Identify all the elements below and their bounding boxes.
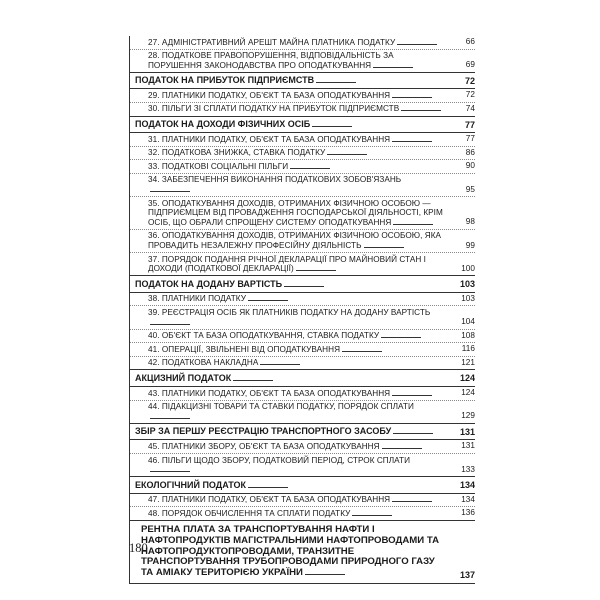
entry-title: АКЦИЗНИЙ ПОДАТОК [135, 373, 273, 383]
entry-page: 108 [461, 330, 475, 340]
entry-page: 133 [461, 464, 475, 474]
toc-section-entry [130, 116, 475, 134]
entry-page: 72 [465, 90, 475, 100]
entry-title: 42. ПОДАТКОВА НАКЛАДНА [148, 358, 300, 367]
toc-section-entry [130, 275, 475, 293]
entry-title: 39. РЕЄСТРАЦІЯ ОСІБ ЯК ПЛАТНИКІВ ПОДАТКУ НА ДОДАНУ ВАРТІСТЬ [148, 308, 430, 327]
entry-title: 43. ПЛАТНИКИ ПОДАТКУ, ОБ'ЄКТ ТА БАЗА ОПОДАТКУВАННЯ [148, 389, 432, 398]
entry-title: ЗБІР ЗА ПЕРШУ РЕЄСТРАЦІЮ ТРАНСПОРТНОГО ЗАСОБУ [135, 426, 433, 436]
toc-subsection-entry [130, 89, 475, 103]
entry-title: 28. ПОДАТКОВЕ ПРАВОПОРУШЕННЯ, ВІДПОВІДАЛЬНІСТЬ ЗА ПОРУШЕННЯ ЗАКОНОДАВСТВА ПРО ОПОДАТКУВАННЯ [148, 51, 413, 70]
entry-page: 103 [461, 293, 475, 303]
entry-page: 77 [464, 119, 475, 130]
entry-page: 124 [461, 388, 475, 398]
entry-title: 47. ПЛАТНИКИ ПОДАТКУ, ОБ'ЄКТ ТА БАЗА ОПОДАТКУВАННЯ [148, 495, 432, 504]
toc-subsection-entry [130, 401, 475, 424]
toc-subsection-entry [130, 343, 475, 357]
entry-page: 99 [465, 240, 475, 250]
toc-subsection-entry [130, 306, 475, 329]
page-number: 180 [129, 541, 148, 555]
entry-title: 33. ПОДАТКОВІ СОЦІАЛЬНІ ПІЛЬГИ [148, 162, 330, 171]
entry-title: 44. ПІДАКЦИЗНІ ТОВАРИ ТА СТАВКИ ПОДАТКУ, ПОРЯДОК СПЛАТИ [148, 402, 414, 421]
entry-title: 31. ПЛАТНИКИ ПОДАТКУ, ОБ'ЄКТ ТА БАЗА ОПОДАТКУВАННЯ [148, 135, 432, 144]
entry-page: 116 [461, 344, 475, 354]
toc-subsection-entry [130, 197, 475, 230]
entry-page: 74 [465, 103, 475, 113]
table-of-contents [129, 36, 475, 584]
toc-section-entry [130, 520, 475, 584]
toc-subsection-entry [130, 174, 475, 197]
entry-page: 98 [465, 217, 475, 227]
entry-page: 136 [461, 508, 475, 518]
entry-page: 72 [464, 75, 475, 86]
entry-title: 35. ОПОДАТКУВАННЯ ДОХОДІВ, ОТРИМАНИХ ФІЗИЧНОЮ ОСОБОЮ — ПІДПРИЄМЦЕМ ВІД ПРОВАДЖЕННЯ ГОСПОДАРСЬКОЇ ДІЯЛЬНОСТІ, КРІМ ОСІБ, ЩО ОБРАЛИ СПРОЩЕНУ СИСТЕМУ ОПОДАТКУВАННЯ [148, 198, 443, 227]
entry-title: ПОДАТОК НА ПРИБУТОК ПІДПРИЄМСТВ [135, 75, 356, 85]
toc-subsection-entry [130, 454, 475, 477]
entry-title: 34. ЗАБЕЗПЕЧЕННЯ ВИКОНАННЯ ПОДАТКОВИХ ЗОБОВ'ЯЗАНЬ [148, 175, 401, 194]
toc-subsection-entry [130, 253, 475, 276]
toc-subsection-entry [130, 387, 475, 401]
toc-subsection-entry [130, 133, 475, 147]
toc-section-entry [130, 476, 475, 494]
entry-page: 121 [461, 357, 475, 367]
entry-page: 129 [461, 411, 475, 421]
toc-section-entry [130, 369, 475, 387]
entry-page: 134 [459, 480, 475, 491]
entry-page: 90 [465, 161, 475, 171]
toc-subsection-entry [130, 50, 475, 73]
entry-title: 30. ПІЛЬГИ ЗІ СПЛАТИ ПОДАТКУ НА ПРИБУТОК ПІДПРИЄМСТВ [148, 104, 441, 113]
toc-subsection-entry [130, 230, 475, 253]
toc-subsection-entry [130, 330, 475, 344]
entry-page: 77 [465, 134, 475, 144]
toc-subsection-entry [130, 357, 475, 371]
entry-title: 41. ОПЕРАЦІЇ, ЗВІЛЬНЕНІ ВІД ОПОДАТКУВАННЯ [148, 345, 382, 354]
entry-title: 29. ПЛАТНИКИ ПОДАТКУ, ОБ'ЄКТ ТА БАЗА ОПОДАТКУВАННЯ [148, 91, 432, 100]
toc-section-entry [130, 423, 475, 441]
entry-title: ПОДАТОК НА ДОХОДИ ФІЗИЧНИХ ОСІБ [135, 119, 352, 129]
toc-subsection-entry [130, 440, 475, 454]
entry-title: 38. ПЛАТНИКИ ПОДАТКУ [148, 294, 288, 303]
entry-title: 45. ПЛАТНИКИ ЗБОРУ, ОБ'ЄКТ ТА БАЗА ОПОДАТКУВАННЯ [148, 442, 422, 451]
toc-subsection-entry [130, 494, 475, 508]
toc-subsection-entry [130, 160, 475, 174]
entry-title: РЕНТНА ПЛАТА ЗА ТРАНСПОРТУВАННЯ НАФТИ І НАФТОПРОДУКТІВ МАГІСТРАЛЬНИМИ НАФТОПРОВОДАМИ ТА НАФТОПРОДУКТОПРОВОДАМИ, ТРАНЗИТНЕ ТРАНСПОРТУВАННЯ ТРУБОПРОВОДАМИ ПРИРОДНОГО ГАЗУ ТА АМІАКУ ТЕРИТОРІЄЮ УКРАЇНИ [141, 523, 440, 579]
entry-page: 100 [461, 263, 475, 273]
toc-subsection-entry [130, 507, 475, 521]
entry-page: 124 [459, 373, 475, 384]
entry-title: 46. ПІЛЬГИ ЩОДО ЗБОРУ, ПОДАТКОВИЙ ПЕРІОД, СТРОК СПЛАТИ [148, 456, 410, 475]
toc-subsection-entry [130, 147, 475, 161]
entry-title: 37. ПОРЯДОК ПОДАННЯ РІЧНОЇ ДЕКЛАРАЦІЇ ПРО МАЙНОВИЙ СТАН І ДОХОДИ (ПОДАТКОВОЇ ДЕКЛАРАЦІЇ) [148, 254, 426, 274]
entry-title: 27. АДМІНІСТРАТИВНИЙ АРЕШТ МАЙНА ПЛАТНИКА ПОДАТКУ [148, 38, 437, 47]
entry-page: 103 [459, 279, 475, 290]
entry-page: 69 [465, 60, 475, 70]
entry-title: 32. ПОДАТКОВА ЗНИЖКА, СТАВКА ПОДАТКУ [148, 148, 367, 157]
entry-page: 104 [461, 317, 475, 327]
toc-section-entry [130, 72, 475, 90]
entry-page: 95 [465, 184, 475, 194]
entry-title: ПОДАТОК НА ДОДАНУ ВАРТІСТЬ [135, 279, 324, 289]
entry-title: 40. ОБ'ЄКТ ТА БАЗА ОПОДАТКУВАННЯ, СТАВКА ПОДАТКУ [148, 331, 421, 340]
entry-page: 137 [459, 570, 475, 581]
entry-page: 131 [461, 441, 475, 451]
entry-title: 48. ПОРЯДОК ОБЧИСЛЕННЯ ТА СПЛАТИ ПОДАТКУ [148, 509, 392, 518]
entry-page: 66 [465, 37, 475, 46]
entry-page: 134 [461, 494, 475, 504]
toc-subsection-entry [130, 36, 475, 50]
entry-title: 36. ОПОДАТКУВАННЯ ДОХОДІВ, ОТРИМАНИХ ФІЗИЧНОЮ ОСОБОЮ, ЯКА ПРОВАДИТЬ НЕЗАЛЕЖНУ ПРОФЕСІЙНУ ДІЯЛЬНІСТЬ [148, 231, 442, 250]
entry-page: 86 [465, 147, 475, 157]
toc-subsection-entry [130, 103, 475, 117]
entry-page: 131 [459, 426, 475, 437]
toc-subsection-entry [130, 293, 475, 307]
entry-title: ЕКОЛОГІЧНИЙ ПОДАТОК [135, 480, 288, 490]
